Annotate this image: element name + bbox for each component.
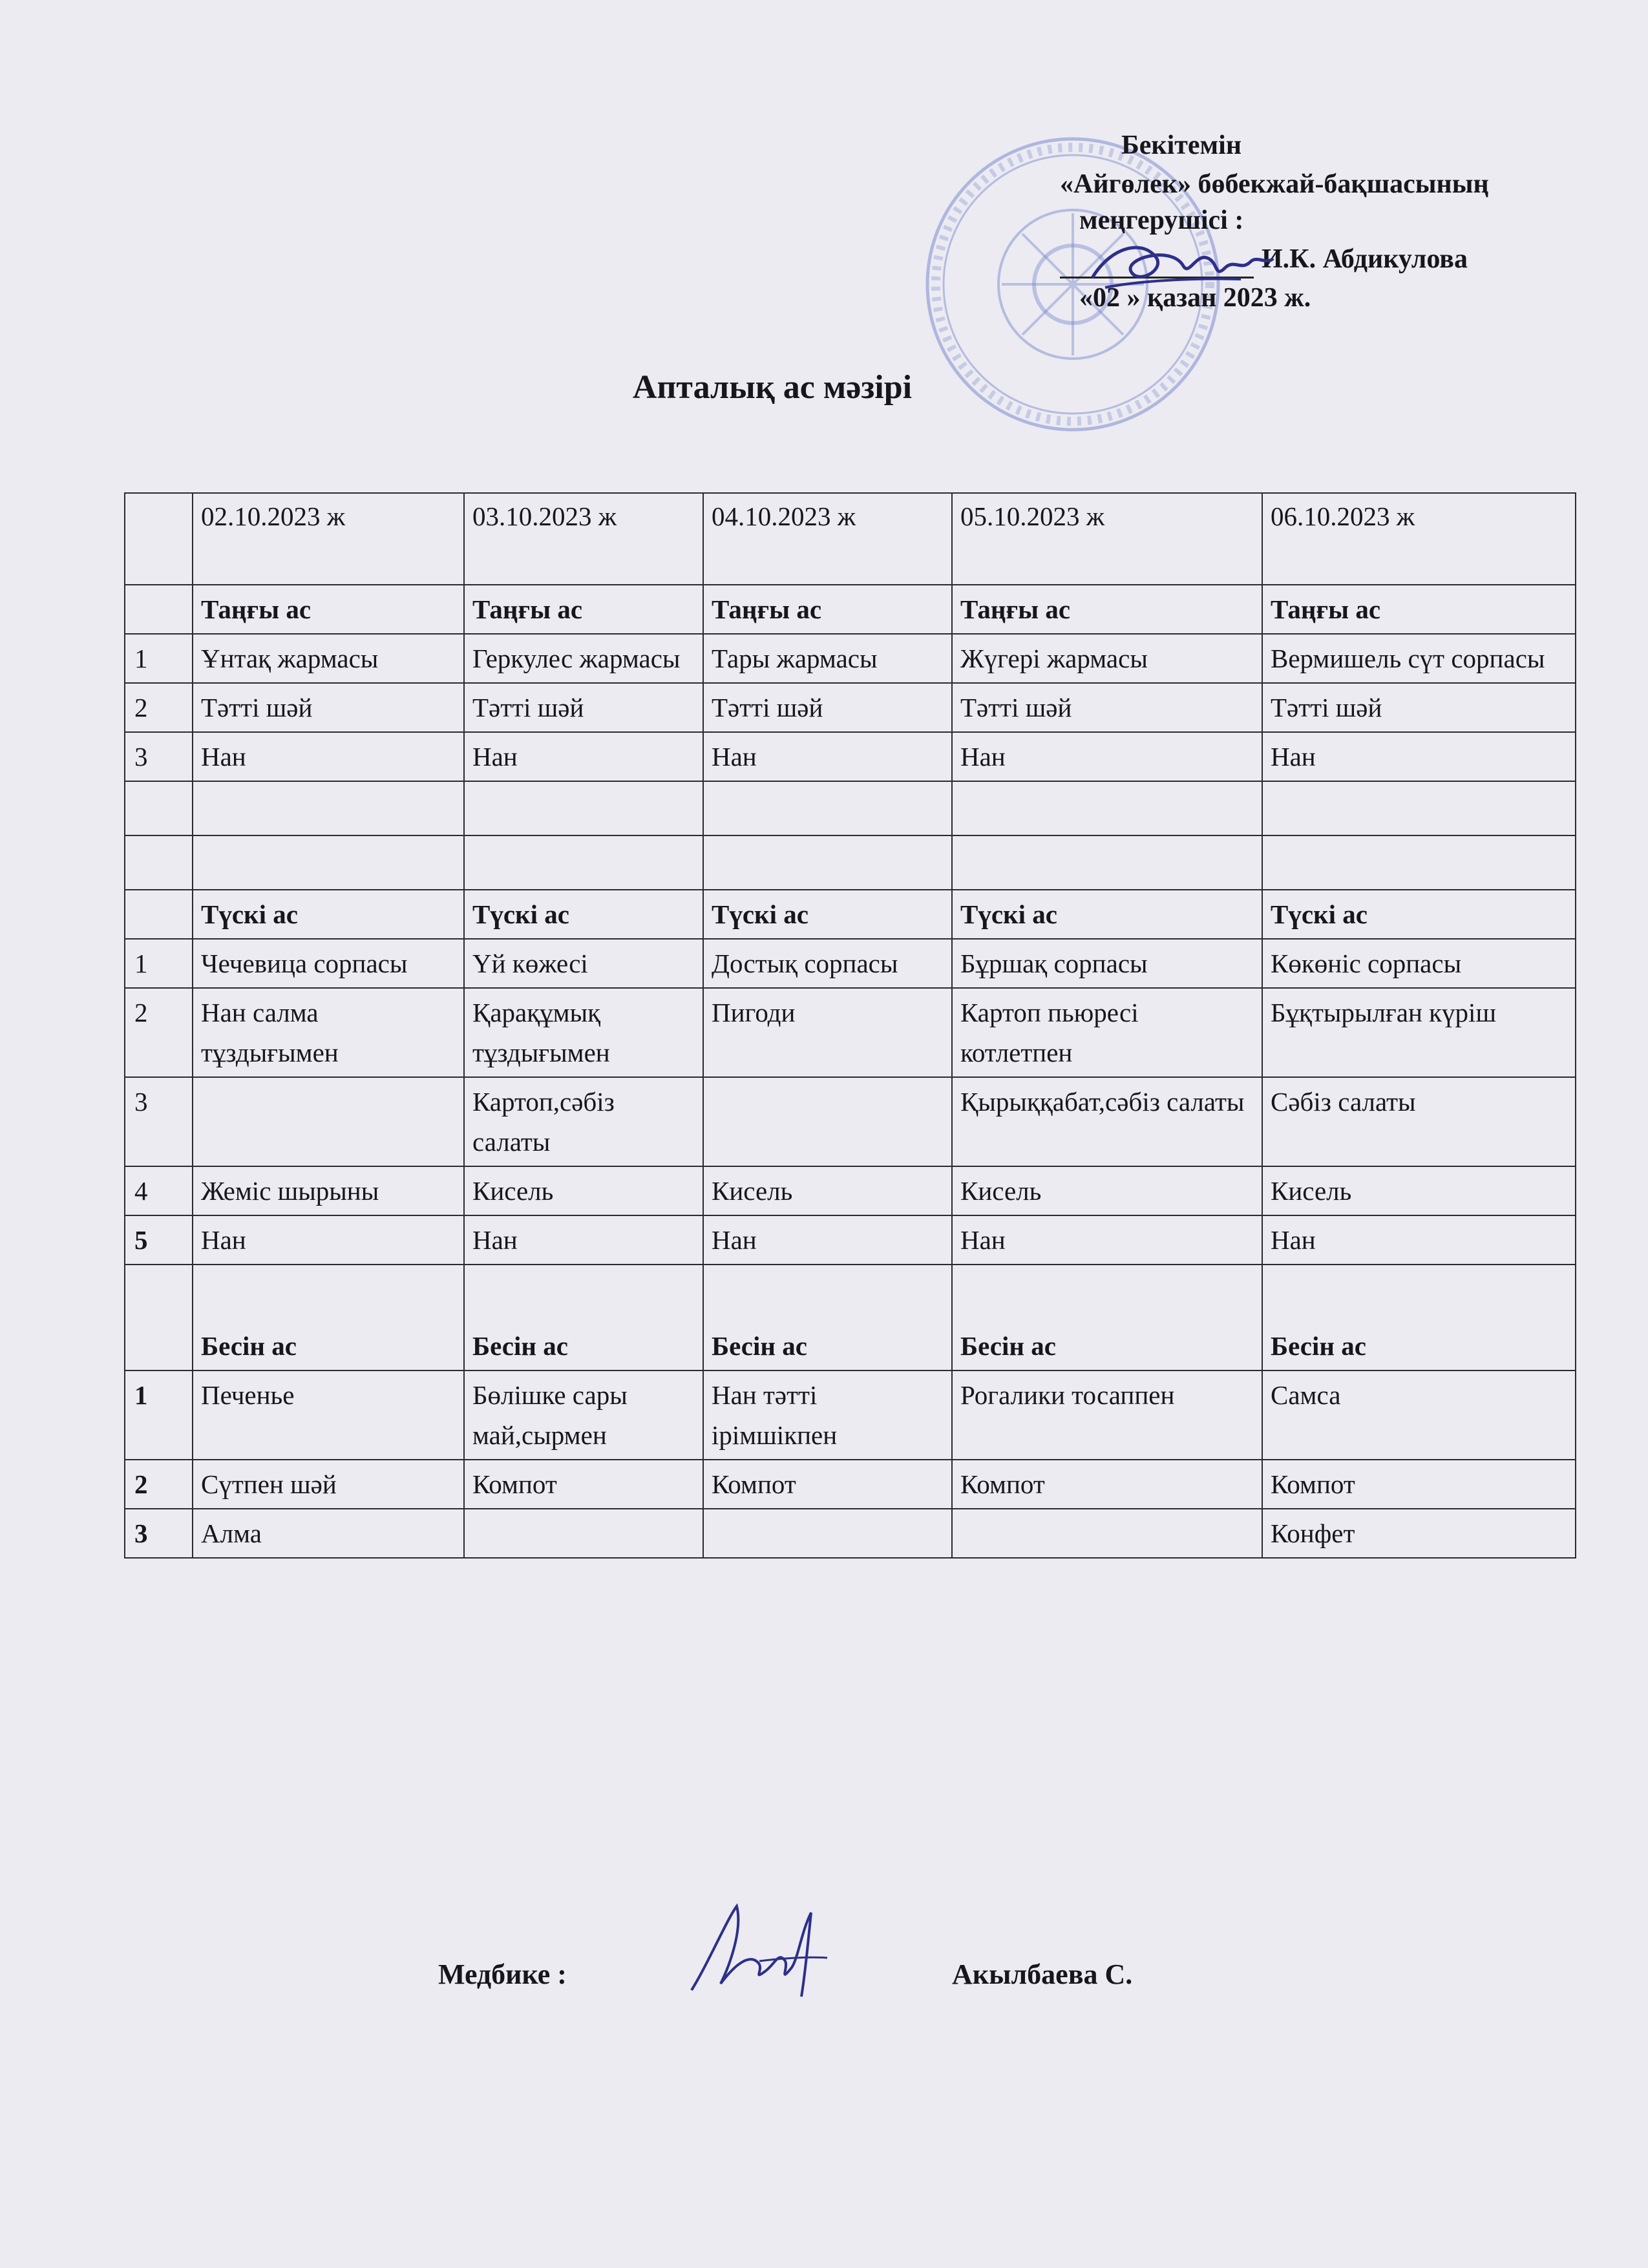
section-number-cell — [125, 890, 193, 939]
table-row — [125, 939, 1576, 988]
dish-cell: Нан — [1262, 1215, 1576, 1265]
section-number-cell — [125, 585, 193, 634]
date-header-row — [125, 493, 1576, 585]
dish-cell: Тәтті шәй — [1262, 683, 1576, 732]
footer-name: Акылбаева С. — [952, 1958, 1133, 1990]
row-number: 4 — [125, 1166, 193, 1215]
dish-cell: Үй көжесі — [464, 939, 703, 988]
dish-cell: Нан салма тұздығымен — [193, 988, 464, 1077]
row-number: 3 — [125, 732, 193, 781]
dish-cell: Вермишель сүт сорпасы — [1262, 634, 1576, 683]
snack-label: Бесін ас — [703, 1265, 952, 1370]
breakfast-header-row — [125, 585, 1576, 634]
dish-cell: Бұршақ сорпасы — [952, 939, 1262, 988]
table-row — [125, 1370, 1576, 1460]
empty-cell — [952, 835, 1262, 890]
lunch-label: Түскі ас — [193, 890, 464, 939]
dish-cell: Нан — [464, 1215, 703, 1265]
table-row — [125, 1166, 1576, 1215]
table-row — [125, 1215, 1576, 1265]
dish-cell — [703, 1509, 952, 1558]
section-number-cell — [125, 1265, 193, 1370]
breakfast-label: Таңғы ас — [703, 585, 952, 634]
row-number: 3 — [125, 1077, 193, 1166]
row-number: 3 — [125, 1509, 193, 1558]
empty-cell — [703, 781, 952, 835]
empty-cell — [1262, 835, 1576, 890]
empty-cell — [703, 835, 952, 890]
dish-cell: Тәтті шәй — [193, 683, 464, 732]
row-number: 2 — [125, 988, 193, 1077]
footer-role: Медбике : — [438, 1958, 567, 1990]
dish-cell — [952, 1509, 1262, 1558]
nurse-signature — [682, 1893, 830, 2003]
dish-cell — [703, 1077, 952, 1166]
date-cell: 04.10.2023 ж — [703, 493, 952, 585]
dish-cell: Жүгері жармасы — [952, 634, 1262, 683]
snack-label: Бесін ас — [952, 1265, 1262, 1370]
table-row — [125, 683, 1576, 732]
dish-cell: Нан — [703, 732, 952, 781]
director-signature — [1086, 233, 1280, 304]
snack-label: Бесін ас — [1262, 1265, 1576, 1370]
dish-cell: Бөлішке сары май,сырмен — [464, 1370, 703, 1460]
approval-signer: И.К. Абдикулова — [1262, 244, 1468, 274]
corner-cell — [125, 493, 193, 585]
approval-organization: «Айгөлек» бөбекжай-бақшасының — [1060, 169, 1489, 199]
empty-cell — [464, 835, 703, 890]
snack-label: Бесін ас — [193, 1265, 464, 1370]
empty-cell — [125, 781, 193, 835]
breakfast-label: Таңғы ас — [952, 585, 1262, 634]
row-number: 5 — [125, 1215, 193, 1265]
dish-cell: Пигоди — [703, 988, 952, 1077]
empty-cell — [1262, 781, 1576, 835]
dish-cell: Компот — [703, 1460, 952, 1509]
empty-cell — [125, 835, 193, 890]
dish-cell: Нан — [1262, 732, 1576, 781]
lunch-header-row — [125, 890, 1576, 939]
dish-cell — [464, 1509, 703, 1558]
row-number: 2 — [125, 683, 193, 732]
dish-cell: Печенье — [193, 1370, 464, 1460]
dish-cell: Достық сорпасы — [703, 939, 952, 988]
dish-cell: Тәтті шәй — [952, 683, 1262, 732]
dish-cell: Сәбіз салаты — [1262, 1077, 1576, 1166]
dish-cell: Бұқтырылған күріш — [1262, 988, 1576, 1077]
dish-cell: Нан — [703, 1215, 952, 1265]
dish-cell: Чечевица сорпасы — [193, 939, 464, 988]
empty-row — [125, 781, 1576, 835]
date-cell: 05.10.2023 ж — [952, 493, 1262, 585]
empty-row — [125, 835, 1576, 890]
dish-cell: Жеміс шырыны — [193, 1166, 464, 1215]
table-row — [125, 1460, 1576, 1509]
dish-cell: Қарақұмық тұздығымен — [464, 988, 703, 1077]
row-number: 1 — [125, 634, 193, 683]
table-row — [125, 1077, 1576, 1166]
dish-cell: Нан — [952, 1215, 1262, 1265]
lunch-label: Түскі ас — [952, 890, 1262, 939]
dish-cell: Тәтті шәй — [703, 683, 952, 732]
page-title: Апталық ас мәзірі — [632, 369, 913, 406]
table-row — [125, 1509, 1576, 1558]
dish-cell: Кисель — [952, 1166, 1262, 1215]
empty-cell — [952, 781, 1262, 835]
dish-cell: Сүтпен шәй — [193, 1460, 464, 1509]
dish-cell: Тәтті шәй — [464, 683, 703, 732]
empty-cell — [193, 781, 464, 835]
dish-cell: Нан — [193, 732, 464, 781]
date-cell: 02.10.2023 ж — [193, 493, 464, 585]
empty-cell — [464, 781, 703, 835]
approval-title: Бекітемін — [1121, 131, 1242, 160]
date-cell: 03.10.2023 ж — [464, 493, 703, 585]
lunch-label: Түскі ас — [1262, 890, 1576, 939]
dish-cell: Қырыққабат,сәбіз салаты — [952, 1077, 1262, 1166]
dish-cell: Самса — [1262, 1370, 1576, 1460]
table-row — [125, 732, 1576, 781]
dish-cell — [193, 1077, 464, 1166]
table-row — [125, 988, 1576, 1077]
dish-cell: Кисель — [464, 1166, 703, 1215]
breakfast-label: Таңғы ас — [1262, 585, 1576, 634]
dish-cell: Нан — [193, 1215, 464, 1265]
dish-cell: Компот — [464, 1460, 703, 1509]
dish-cell: Нан — [464, 732, 703, 781]
empty-cell — [193, 835, 464, 890]
row-number: 2 — [125, 1460, 193, 1509]
row-number: 1 — [125, 939, 193, 988]
dish-cell: Нан — [952, 732, 1262, 781]
approval-position: меңгерушісі : — [1079, 205, 1244, 235]
weekly-menu-table — [124, 492, 1576, 1559]
dish-cell: Нан тәтті ірімшікпен — [703, 1370, 952, 1460]
approval-date: «02 » қазан 2023 ж. — [1079, 283, 1311, 313]
table-row — [125, 634, 1576, 683]
snack-label: Бесін ас — [464, 1265, 703, 1370]
dish-cell: Алма — [193, 1509, 464, 1558]
breakfast-label: Таңғы ас — [193, 585, 464, 634]
dish-cell: Конфет — [1262, 1509, 1576, 1558]
dish-cell: Көкөніс сорпасы — [1262, 939, 1576, 988]
dish-cell: Компот — [1262, 1460, 1576, 1509]
dish-cell: Кисель — [703, 1166, 952, 1215]
dish-cell: Геркулес жармасы — [464, 634, 703, 683]
breakfast-label: Таңғы ас — [464, 585, 703, 634]
date-cell: 06.10.2023 ж — [1262, 493, 1576, 585]
lunch-label: Түскі ас — [703, 890, 952, 939]
snack-header-row — [125, 1265, 1576, 1370]
dish-cell: Рогалики тосаппен — [952, 1370, 1262, 1460]
dish-cell: Кисель — [1262, 1166, 1576, 1215]
dish-cell: Картоп пьюресі котлетпен — [952, 988, 1262, 1077]
dish-cell: Картоп,сәбіз салаты — [464, 1077, 703, 1166]
lunch-label: Түскі ас — [464, 890, 703, 939]
dish-cell: Тары жармасы — [703, 634, 952, 683]
dish-cell: Ұнтақ жармасы — [193, 634, 464, 683]
dish-cell: Компот — [952, 1460, 1262, 1509]
row-number: 1 — [125, 1370, 193, 1460]
